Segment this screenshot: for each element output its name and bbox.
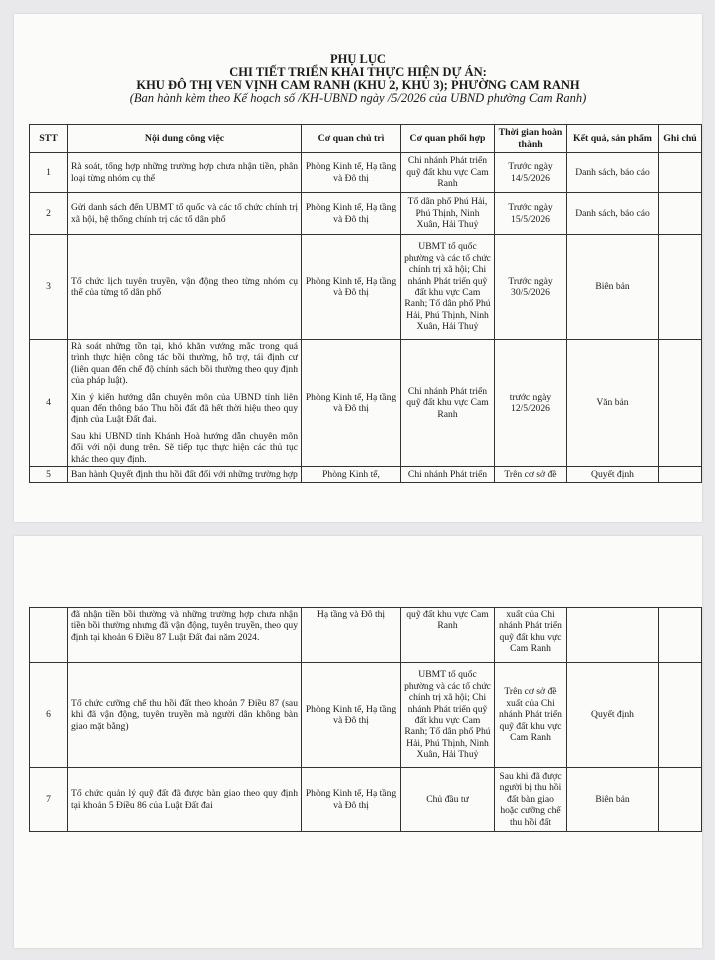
col-header-lead: Cơ quan chủ trì — [302, 125, 401, 153]
row-coord: quỹ đất khu vực Cam Ranh — [401, 608, 495, 663]
row-coord: Chi nhánh Phát triển quỹ đất khu vực Cam Ranh — [401, 340, 495, 467]
row-result: Biên bản — [567, 768, 659, 832]
task-table — [29, 124, 702, 483]
row-stt — [30, 608, 68, 663]
row-time: Sau khi đã được người bị thu hồi đất bàn giao hoặc cưỡng chế thu hồi đất — [495, 768, 567, 832]
row-time: xuất của Chi nhánh Phát triển quỹ đất khu vực Cam Ranh — [495, 608, 567, 663]
row-lead: Phòng Kinh tế, Hạ tầng và Đô thị — [302, 153, 401, 193]
table-row — [30, 467, 702, 483]
row-content: Rà soát, tổng hợp những trường hợp chưa nhận tiền, phân loại từng nhóm cụ thể — [68, 153, 302, 193]
table-row — [30, 768, 702, 832]
row-note — [659, 467, 702, 483]
row-coord: Chi nhánh Phát triển — [401, 467, 495, 483]
row-time: Trước ngày 14/5/2026 — [495, 153, 567, 193]
row-content: Tổ chức cưỡng chế thu hồi đất theo khoản 7 Điều 87 (sau khi đã vận động, tuyên truyền mà người dân không bàn giao mặt bằng) — [68, 663, 302, 768]
row-coord: Chủ đầu tư — [401, 768, 495, 832]
row-stt: 1 — [30, 153, 68, 193]
row-stt: 7 — [30, 768, 68, 832]
appendix-title: PHỤ LỤC — [330, 52, 386, 66]
document-page-2 — [14, 536, 702, 948]
row-stt: 3 — [30, 235, 68, 340]
row-lead: Hạ tầng và Đô thị — [302, 608, 401, 663]
col-header-content: Nội dung công việc — [68, 125, 302, 153]
appendix-subtitle: CHI TIẾT TRIỂN KHAI THỰC HIỆN DỰ ÁN: — [229, 65, 487, 79]
issuance-note: (Ban hành kèm theo Kế hoạch số /KH-UBND ngày /5/2026 của UBND phường Cam Ranh) — [129, 91, 587, 105]
row-coord: UBMT tổ quốc phường và các tổ chức chính trị xã hội; Chi nhánh Phát triển quỹ đất khu vực Cam Ranh; Tổ dân phố Phú Hải, Phú Thịnh, Ninh Xuân, Hải Thuỷ — [401, 663, 495, 768]
row-lead: Phòng Kinh tế, — [302, 467, 401, 483]
col-header-time: Thời gian hoàn thành — [495, 125, 567, 153]
row-coord: Tổ dân phố Phú Hải, Phú Thịnh, Ninh Xuân, Hải Thuỷ — [401, 193, 495, 235]
row-result: Biên bản — [567, 235, 659, 340]
row-result: Quyết định — [567, 467, 659, 483]
row-note — [659, 340, 702, 467]
table-row — [30, 663, 702, 768]
row-stt: 6 — [30, 663, 68, 768]
row-content: Gửi danh sách đến UBMT tổ quốc và các tổ chức chính trị xã hội, hệ thống chính trị các tổ dân phố — [68, 193, 302, 235]
row-coord: Chi nhánh Phát triển quỹ đất khu vực Cam Ranh — [401, 153, 495, 193]
row-content-paragraph: Sau khi UBND tỉnh Khánh Hoà hướng dẫn chuyên môn đối với nội dung trên. Sẽ tiếp tục thực hiện các thủ tục khác theo quy định. — [71, 430, 298, 465]
row-note — [659, 235, 702, 340]
table-row — [30, 608, 702, 663]
table-header-row — [30, 125, 702, 153]
row-content — [68, 340, 302, 467]
row-result: Văn bản — [567, 340, 659, 467]
row-content: Tổ chức lịch tuyên truyền, vận động theo từng nhóm cụ thể của từng tổ dân phố — [68, 235, 302, 340]
col-header-stt: STT — [30, 125, 68, 153]
row-note — [659, 663, 702, 768]
row-content: Ban hành Quyết định thu hồi đất đối với những trường hợp — [68, 467, 302, 483]
table-row — [30, 193, 702, 235]
row-result: Danh sách, báo cáo — [567, 193, 659, 235]
project-title: KHU ĐÔ THỊ VEN VỊNH CAM RANH (KHU 2, KHU 3); PHƯỜNG CAM RANH — [136, 78, 580, 92]
row-lead: Phòng Kinh tế, Hạ tầng và Đô thị — [302, 663, 401, 768]
col-header-coord: Cơ quan phối hợp — [401, 125, 495, 153]
row-time: Trên cơ sở đề — [495, 467, 567, 483]
row-note — [659, 153, 702, 193]
row-coord: UBMT tổ quốc phường và các tổ chức chính trị xã hội; Chi nhánh Phát triển quỹ đất khu vực Cam Ranh; Tổ dân phố Phú Hải, Phú Thịnh, Ninh Xuân, Hải Thuỷ — [401, 235, 495, 340]
row-result: Quyết định — [567, 663, 659, 768]
row-lead: Phòng Kinh tế, Hạ tầng và Đô thị — [302, 193, 401, 235]
row-stt: 4 — [30, 340, 68, 467]
col-header-result: Kết quả, sản phẩm — [567, 125, 659, 153]
row-lead: Phòng Kinh tế, Hạ tầng và Đô thị — [302, 340, 401, 467]
row-time: Trên cơ sở đề xuất của Chi nhánh Phát triển quỹ đất khu vực Cam Ranh — [495, 663, 567, 768]
row-note — [659, 768, 702, 832]
table-row — [30, 340, 702, 467]
row-result: Danh sách, báo cáo — [567, 153, 659, 193]
row-stt: 2 — [30, 193, 68, 235]
row-content: đã nhận tiền bồi thường và những trường hợp chưa nhận tiền bồi thường nhưng đã vận động, tuyên truyền, theo quy định tại khoản 6 Điều 87 Luật Đất đai năm 2024. — [68, 608, 302, 663]
row-stt: 5 — [30, 467, 68, 483]
row-lead: Phòng Kinh tế, Hạ tầng và Đô thị — [302, 768, 401, 832]
col-header-note: Ghi chú — [659, 125, 702, 153]
row-time: Trước ngày 30/5/2026 — [495, 235, 567, 340]
row-note — [659, 608, 702, 663]
task-table-continued — [29, 607, 702, 832]
row-time: Trước ngày 15/5/2026 — [495, 193, 567, 235]
row-lead: Phòng Kinh tế, Hạ tầng và Đô thị — [302, 235, 401, 340]
row-content-paragraph: Xin ý kiến hướng dẫn chuyên môn của UBND tỉnh liên quan đến thông báo Thu hồi đất đã hết thời hiệu theo quy định của Luật Đất đai. — [71, 391, 298, 426]
table-row — [30, 153, 702, 193]
row-time: trước ngày 12/5/2026 — [495, 340, 567, 467]
row-content: Tổ chức quản lý quỹ đất đã được bàn giao theo quy định tại khoản 5 Điều 86 của Luật Đất đai — [68, 768, 302, 832]
row-result — [567, 608, 659, 663]
document-page-1 — [14, 14, 702, 522]
row-note — [659, 193, 702, 235]
table-row — [30, 235, 702, 340]
row-content-paragraph: Rà soát những tồn tại, khó khăn vướng mắc trong quá trình thực hiện công tác bồi thường, hỗ trợ, tái định cư (liên quan đến chế độ chính sách bồi thường theo quy định của pháp luật). — [71, 341, 298, 387]
